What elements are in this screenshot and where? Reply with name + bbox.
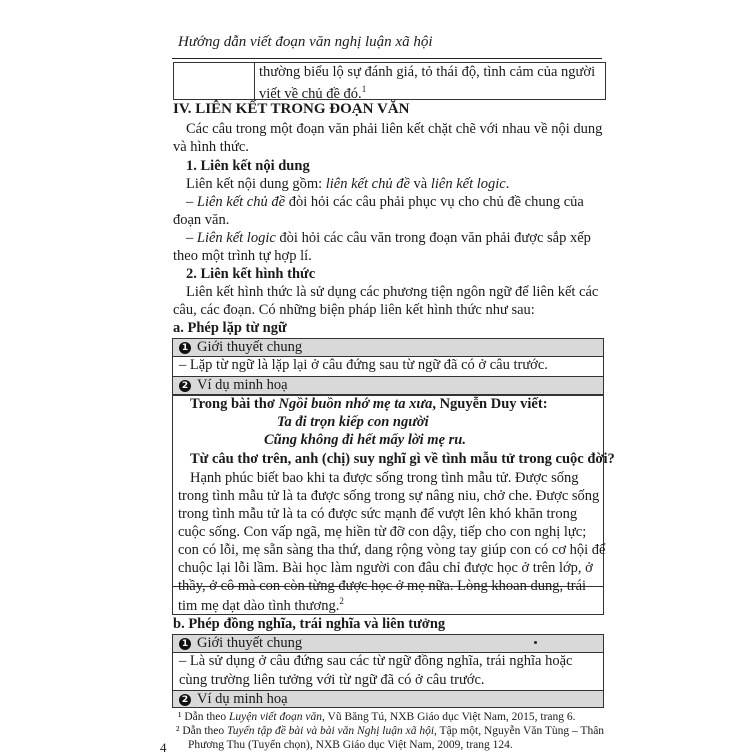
answer-line-1: Hạnh phúc biết bao khi ta được sống trong tình mẫu tử. Được sống <box>190 470 579 486</box>
answer-line-3: trong tình mẫu tử là ta có được sức mạnh để vượt lên khó khăn trong <box>178 506 578 522</box>
example-intro: Trong bài thơ Ngồi buồn nhớ mẹ ta xưa, Nguyễn Duy viết: <box>190 396 548 412</box>
part-b-general-text-1: – Là sử dụng ở câu đứng sau các từ ngữ đồng nghĩa, trái nghĩa hoặc <box>172 653 604 672</box>
content-link-definition: Liên kết nội dung gồm: liên kết chủ đề và liên kết logic. <box>186 176 510 192</box>
footnote-ref-2: 2 <box>339 596 344 606</box>
part-b-heading: b. Phép đồng nghĩa, trái nghĩa và liên tưởng <box>173 616 446 632</box>
number-badge-2: 2 <box>179 380 191 392</box>
page-number: 4 <box>160 740 167 755</box>
part-a-example-bar: 2 Ví dụ minh hoạ <box>172 376 604 395</box>
answer-line-5: con có lỗi, mẹ sẵn sàng tha thứ, dang rộng vòng tay giúp con có cơ hội để <box>178 542 606 558</box>
subsection-1-heading: 1. Liên kết nội dung <box>186 158 310 174</box>
form-link-line-1: Liên kết hình thức là sử dụng các phương tiện ngôn ngữ để liên kết các <box>186 284 599 300</box>
table-left-cell <box>174 63 255 99</box>
logic-link-line-1: – Liên kết logic đòi hỏi các câu văn trong đoạn văn phải được sắp xếp <box>186 230 591 246</box>
answer-line-4: cuộc sống. Con vấp ngã, mẹ hiền từ đỡ con dậy, tiếp cho con nghị lực; <box>178 524 587 540</box>
answer-line-7: thầy, ở cô mà con còn từng được học ở mẹ nữa. Lòng khoan dung, trái <box>178 578 587 594</box>
table-text-line-1: thường biểu lộ sự đánh giá, tỏ thái độ, tình cảm của người <box>259 64 596 80</box>
section-intro-line-2: và hình thức. <box>173 139 249 155</box>
section-intro-line-1: Các câu trong một đoạn văn phải liên kết chặt chẽ với nhau về nội dung <box>186 121 603 137</box>
running-header: Hướng dẫn viết đoạn văn nghị luận xã hội <box>178 34 433 50</box>
section-heading: IV. LIÊN KẾT TRONG ĐOẠN VĂN <box>173 101 410 117</box>
table-right-cell <box>259 64 599 103</box>
poem-line-2: Cũng không đi hết mấy lời mẹ ru. <box>264 432 466 448</box>
part-b-example-bar: 2 Ví dụ minh hoạ <box>172 690 604 708</box>
form-link-line-2: câu, các đoạn. Có những biện pháp liên kết hình thức như sau: <box>173 302 535 318</box>
header-rule <box>172 58 602 59</box>
part-a-general-text: – Lặp từ ngữ là lặp lại ở câu đứng sau từ ngữ đã có ở câu trước. <box>172 357 604 376</box>
footnote-2-line-2: Phương Thu (Tuyển chọn), NXB Giáo dục Việt Nam, 2009, trang 124. <box>188 739 513 751</box>
part-a-example-box-bottom <box>172 587 604 615</box>
answer-line-8: tim mẹ dạt dào tình thương.$^2$ <box>178 596 344 614</box>
answer-line-2: trong tình mẫu tử là ta được sống trong sự nâng niu, chở che. Được sống <box>178 488 600 504</box>
print-speck <box>534 641 537 644</box>
part-a-heading: a. Phép lặp từ ngữ <box>173 320 287 336</box>
number-badge-1: 1 <box>179 342 191 354</box>
table-text-line-2: viết về chủ đề đó.$^1$ <box>259 84 367 102</box>
number-badge-2b: 2 <box>179 694 191 706</box>
topic-link-line-2: đoạn văn. <box>173 212 230 228</box>
logic-link-line-2: theo một trình tự hợp lí. <box>173 248 312 264</box>
part-b-general-text-2: cùng trường liên tưởng với từ ngữ đã có ở câu trước. <box>172 672 604 690</box>
footnote-ref-1: 1 <box>361 84 367 94</box>
subsection-2-heading: 2. Liên kết hình thức <box>186 266 316 282</box>
number-badge-1b: 1 <box>179 638 191 650</box>
part-a-general-bar: 1 Giới thuyết chung <box>172 338 604 357</box>
part-b-general-bar: 1 Giới thuyết chung <box>172 634 604 653</box>
answer-line-6: chuộc lại lỗi lầm. Bài học làm người con đâu chỉ được học ở trên lớp, ở <box>178 560 593 576</box>
definition-table-fragment <box>173 62 606 100</box>
example-question: Từ câu thơ trên, anh (chị) suy nghĩ gì về tình mẫu tử trong cuộc đời? <box>190 451 615 467</box>
topic-link-line-1: – Liên kết chủ đề đòi hỏi các câu phải phục vụ cho chủ đề chung của <box>186 194 584 210</box>
footnote-2: ² Dẫn theo Tuyển tập đề bài và bài văn Nghị luận xã hội, Tập một, Nguyễn Văn Tùng – Thân <box>176 725 605 737</box>
poem-line-1: Ta đi trọn kiếp con người <box>277 414 429 430</box>
footnote-1: ¹ Dẫn theo Luyện viết đoạn văn, Vũ Băng Tú, NXB Giáo dục Việt Nam, 2015, trang 6. <box>178 711 576 723</box>
